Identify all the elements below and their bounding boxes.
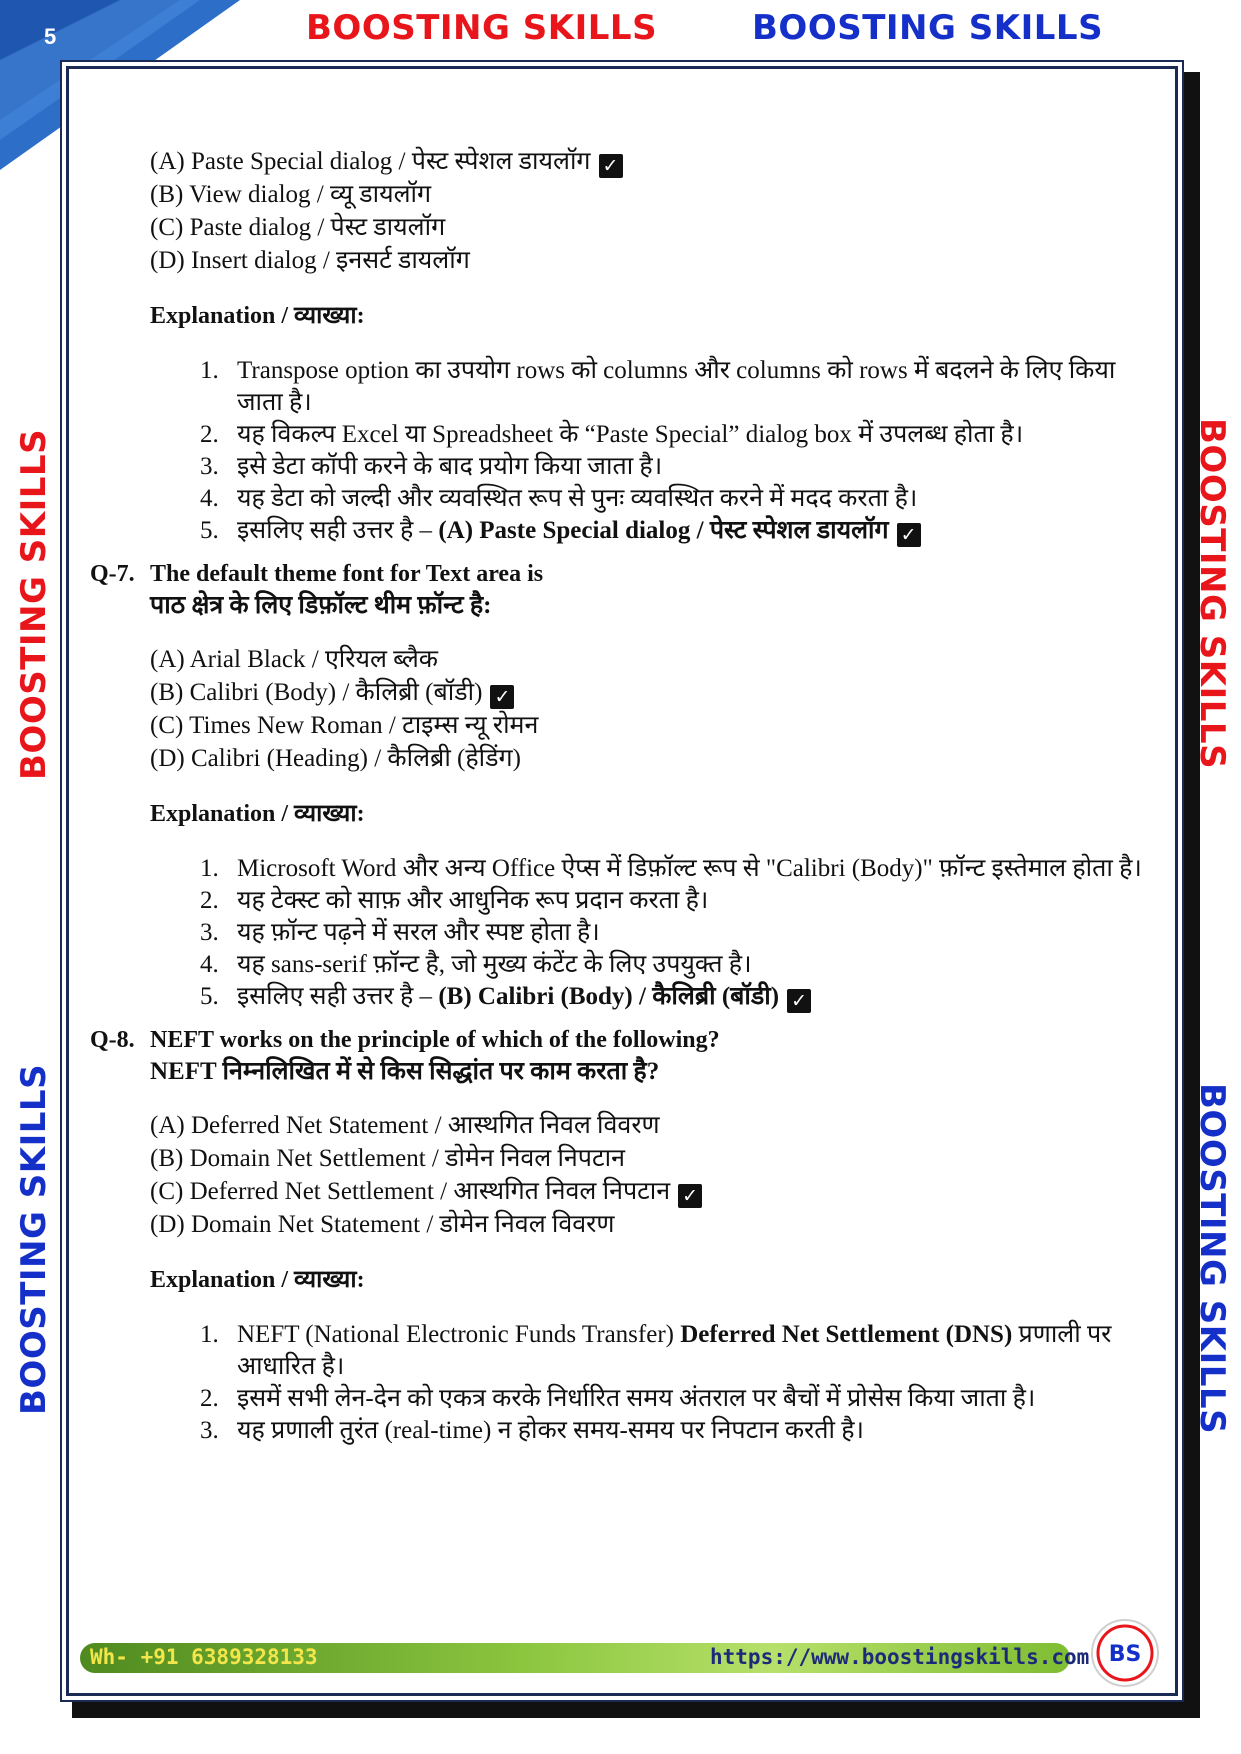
question-text-en: The default theme font for Text area is: [150, 561, 544, 587]
explanation-title: Explanation / व्याख्या:: [150, 303, 365, 329]
list-item: 2. यह विकल्प Excel या Spreadsheet के “Paste Special” dialog box में उपलब्ध होता है।: [225, 419, 1160, 451]
option-b: (B) Calibri (Body) / कैलिब्री (बॉडी) ✓: [150, 676, 1160, 709]
check-icon: ✓: [678, 1184, 702, 1208]
list-item: 2. इसमें सभी लेन-देन को एकत्र करके निर्धारित समय अंतराल पर बैचों में प्रोसेस किया जाता है।: [225, 1383, 1160, 1415]
svg-text:BS: BS: [1108, 1642, 1142, 1667]
q8-options: [90, 1109, 1160, 1241]
q6-options: [90, 145, 1160, 277]
list-item: 3. इसे डेटा कॉपी करने के बाद प्रयोग किया जाता है।: [225, 451, 1160, 483]
option-b: (B) Domain Net Settlement / डोमेन निवल निपटान: [150, 1145, 625, 1172]
side-brand-right-top: BOOSTING SKILLS: [1192, 418, 1232, 770]
header-brand-red: BOOSTING SKILLS: [306, 8, 658, 48]
question-number: Q-7.: [90, 561, 135, 587]
explanation-list: [90, 1319, 1160, 1447]
page-content: [90, 145, 1160, 1447]
list-item: 3. यह प्रणाली तुरंत (real-time) न होकर समय-समय पर निपटान करती है।: [225, 1415, 1160, 1447]
option-c: (C) Times New Roman / टाइम्स न्यू रोमन: [150, 712, 539, 739]
list-item-answer: 5. इसलिए सही उत्तर है – (B) Calibri (Body) / कैलिब्री (बॉडी) ✓: [225, 981, 1160, 1013]
explanation-title: Explanation / व्याख्या:: [150, 1267, 365, 1293]
explanation-title: Explanation / व्याख्या:: [150, 801, 365, 827]
list-item-answer: 5. इसलिए सही उत्तर है – (A) Paste Special dialog / पेस्ट स्पेशल डायलॉग ✓: [225, 515, 1160, 547]
list-item: 1. Transpose option का उपयोग rows को columns और columns को rows में बदलने के लिए किया जाता है।: [225, 355, 1160, 419]
list-item: 2. यह टेक्स्ट को साफ़ और आधुनिक रूप प्रदान करता है।: [225, 885, 1160, 917]
option-a: (A) Deferred Net Statement / आस्थगित निवल विवरण: [150, 1112, 660, 1139]
option-c: (C) Paste dialog / पेस्ट डायलॉग: [150, 214, 446, 241]
option-c: (C) Deferred Net Settlement / आस्थगित निवल निपटान ✓: [150, 1175, 1160, 1208]
option-b: (B) View dialog / व्यू डायलॉग: [150, 181, 432, 208]
side-brand-left-top: BOOSTING SKILLS: [14, 428, 54, 780]
list-item: 3. यह फ़ॉन्ट पढ़ने में सरल और स्पष्ट होता है।: [225, 917, 1160, 949]
list-item: 4. यह sans-serif फ़ॉन्ट है, जो मुख्य कंटेंट के लिए उपयुक्त है।: [225, 949, 1160, 981]
option-d: (D) Calibri (Heading) / कैलिब्री (हेडिंग): [150, 745, 521, 772]
q7-options: [90, 643, 1160, 775]
list-item: 1. Microsoft Word और अन्य Office ऐप्स में डिफ़ॉल्ट रूप से "Calibri (Body)" फ़ॉन्ट इस्तेमाल होता है।: [225, 853, 1160, 885]
explanation-list: [90, 853, 1160, 1013]
check-icon: ✓: [897, 523, 921, 547]
check-icon: ✓: [599, 154, 623, 178]
question-text-hi: NEFT निम्नलिखित में से किस सिद्धांत पर काम करता है?: [150, 1058, 660, 1085]
option-d: (D) Domain Net Statement / डोमेन निवल विवरण: [150, 1211, 615, 1238]
page-number: 5: [44, 24, 57, 49]
header-brand-blue: BOOSTING SKILLS: [752, 8, 1104, 48]
check-icon: ✓: [787, 989, 811, 1013]
question-text-hi: पाठ क्षेत्र के लिए डिफ़ॉल्ट थीम फ़ॉन्ट है:: [150, 592, 492, 619]
brand-logo: [1090, 1618, 1160, 1688]
option-a: (A) Paste Special dialog / पेस्ट स्पेशल डायलॉग ✓: [150, 145, 1160, 178]
option-d: (D) Insert dialog / इनसर्ट डायलॉग: [150, 247, 470, 274]
explanation-list: [90, 355, 1160, 547]
list-item: 1. NEFT (National Electronic Funds Transfer) Deferred Net Settlement (DNS) प्रणाली पर आधारित है।: [225, 1319, 1160, 1383]
question-8: [90, 1025, 1160, 1087]
footer-url[interactable]: https://www.boostingskills.com: [710, 1645, 1090, 1669]
side-brand-right-bottom: BOOSTING SKILLS: [1192, 1083, 1232, 1435]
question-text-en: NEFT works on the principle of which of the following?: [150, 1027, 720, 1053]
list-item: 4. यह डेटा को जल्दी और व्यवस्थित रूप से पुनः व्यवस्थित करने में मदद करता है।: [225, 483, 1160, 515]
question-7: [90, 559, 1160, 621]
footer-phone: Wh- +91 6389328133: [90, 1645, 318, 1669]
option-a: (A) Arial Black / एरियल ब्लैक: [150, 646, 439, 673]
question-number: Q-8.: [90, 1027, 135, 1053]
check-icon: ✓: [490, 685, 514, 709]
side-brand-left-bottom: BOOSTING SKILLS: [14, 1063, 54, 1415]
